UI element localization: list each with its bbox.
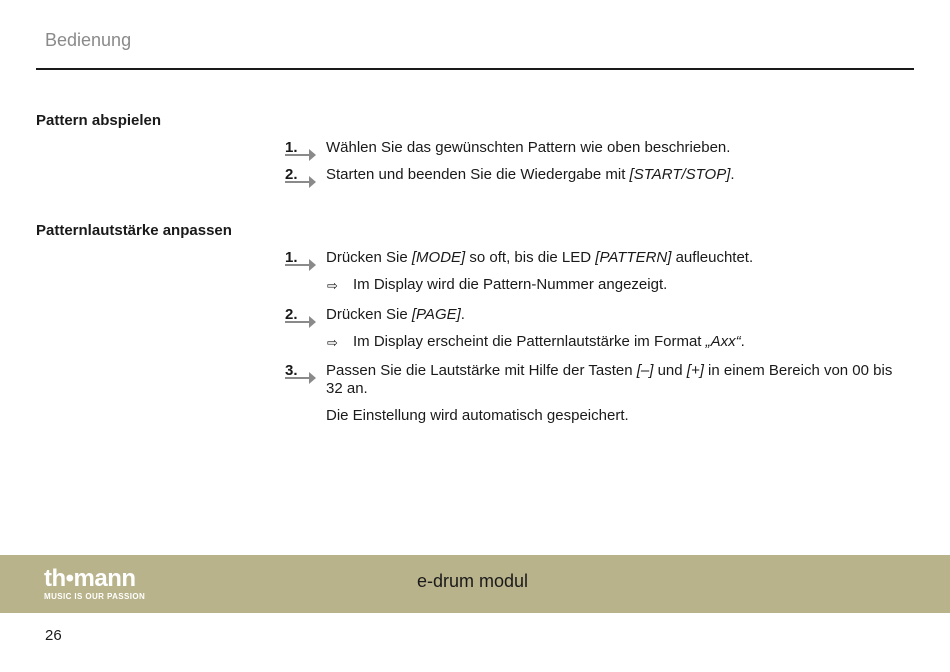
step-text-part: in einem Bereich von 00 bis 32 an.	[326, 362, 893, 397]
step-text	[326, 249, 911, 267]
key-label: [PAGE]	[411, 306, 461, 323]
step-text: Wählen Sie das gewünschten Pattern wie oben beschrieben.	[326, 139, 731, 156]
step-number-text: 2.	[285, 306, 298, 323]
step-text	[326, 166, 911, 184]
right-outline-arrow-icon: ⇨	[327, 335, 338, 350]
key-label: [+]	[686, 362, 704, 379]
page-number: 26	[45, 627, 62, 644]
header-rule	[36, 68, 914, 70]
step-arrow-icon	[285, 257, 319, 271]
step-text-part: .	[730, 166, 735, 183]
key-label: [START/STOP]	[629, 166, 731, 183]
section-heading-patternlautstaerke: Patternlautstärke anpassen	[36, 222, 232, 239]
format-label: „Axx“	[705, 333, 741, 350]
header-title: Bedienung	[45, 30, 132, 50]
step-arrow-icon	[285, 370, 319, 384]
footer-product-name: e-drum modul	[417, 571, 529, 591]
step-text-part: Passen Sie die Lautstärke mit Hilfe der Tasten	[326, 362, 637, 379]
step-text-part: und	[653, 362, 687, 379]
step-text-part: so oft, bis die LED	[465, 249, 596, 266]
result-text: Im Display wird die Pattern-Nummer angezeigt.	[353, 276, 668, 293]
thomann-logo: th•mann	[44, 565, 136, 592]
step-arrow-icon	[285, 174, 319, 188]
step-arrow-icon	[285, 147, 319, 161]
step-number	[285, 166, 319, 186]
result-text	[353, 333, 745, 351]
logo-tagline: MUSIC IS OUR PASSION	[44, 592, 146, 601]
right-outline-arrow-icon: ⇨	[327, 278, 338, 293]
note-text: Die Einstellung wird automatisch gespeichert.	[326, 407, 629, 424]
result-text-part: Im Display erscheint die Patternlautstärke im Format	[353, 333, 706, 350]
step-number-text: 3.	[285, 362, 298, 379]
step-number-text: 2.	[285, 166, 298, 183]
step-arrow-icon	[285, 314, 319, 328]
step-text	[326, 306, 911, 324]
key-label: [MODE]	[411, 249, 466, 266]
step-number	[285, 139, 319, 159]
key-label: [–]	[636, 362, 654, 379]
step-number	[285, 306, 319, 326]
step-text-part: Drücken Sie	[326, 249, 412, 266]
step-text-part: Starten und beenden Sie die Wiedergabe mit	[326, 166, 630, 183]
step-number-text: 1.	[285, 249, 298, 266]
step-text-part: aufleuchtet.	[671, 249, 754, 266]
result-text-part: .	[740, 333, 745, 350]
step-number-text: 1.	[285, 139, 298, 156]
step-number	[285, 249, 319, 269]
step-text	[326, 362, 911, 398]
section-heading-pattern-abspielen: Pattern abspielen	[36, 112, 162, 129]
step-number	[285, 362, 319, 382]
step-text-part: Drücken Sie	[326, 306, 412, 323]
key-label: [PATTERN]	[595, 249, 672, 266]
step-text-part: .	[460, 306, 465, 323]
